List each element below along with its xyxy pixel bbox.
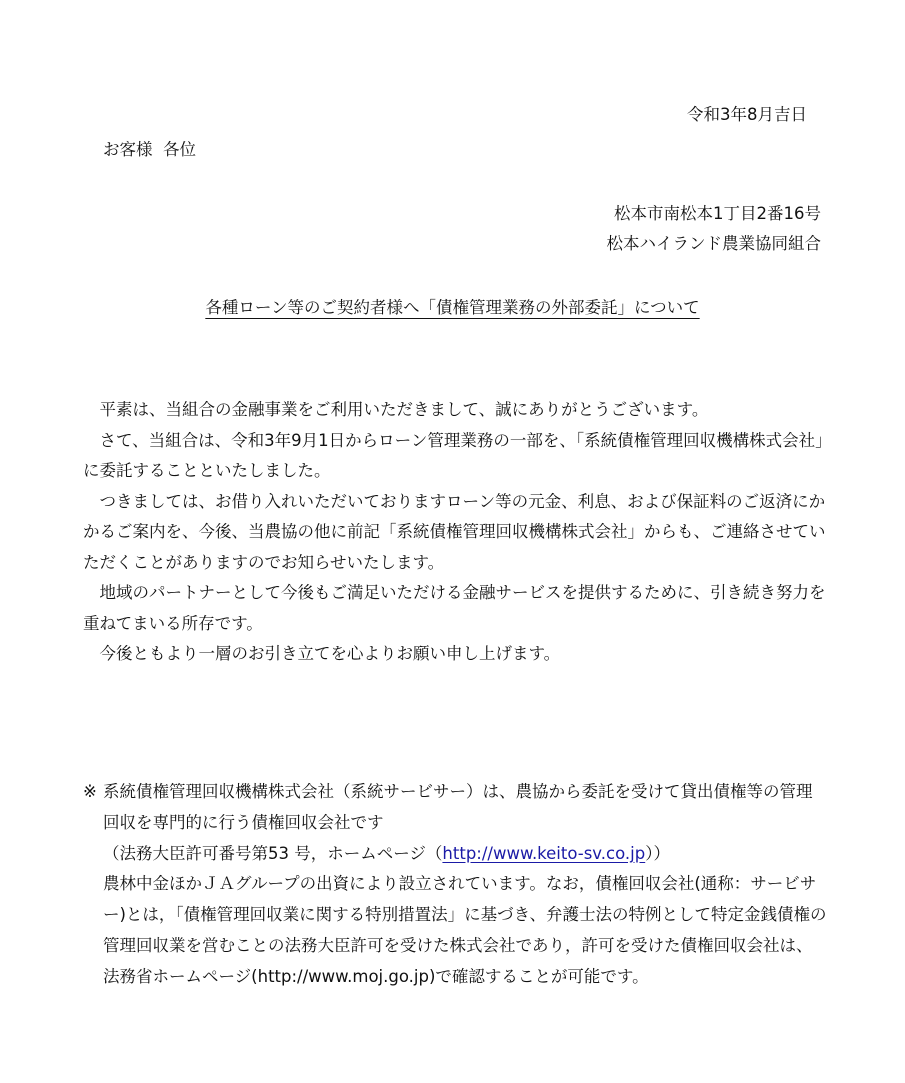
license-prefix: （法務大臣許可番号第53 号，ホームページ（ [103, 843, 443, 863]
document-title [0, 298, 905, 318]
document-title-text: 各種ローン等のご契約者様へ「債権管理業務の外部委託」について [205, 298, 700, 317]
body-paragraph-announcement: さて、当組合は、令和3年9月1日からローン管理業務の一部を、「系統債権管理回収機構株式会社」に委託することといたしました。 [83, 430, 824, 480]
document-date: 令和3年8月吉日 [687, 105, 807, 124]
license-suffix: ）） [645, 843, 670, 863]
footnote [83, 777, 828, 993]
note-mark: ※ [83, 782, 97, 801]
footnote-servicer-explanation: 農林中金ほかＪＡグループの出資により設立されています。なお，債権回収会社(通称：サービサー)とは，「債権管理回収業に関する特別措置法」に基づき、弁護士法の特例として特定金銭債権の管理回収業を営むことの法務大臣許可を受けた株式会社であり，許可を受けた債権回収会社は、法務省ホームページ(http://www.moj.go.jp)で確認することが可能です。 [103, 874, 827, 986]
body-paragraph-details: つきましては、お借り入れいただいておりますローン等の元金、利息、および保証料のご返済にかかるご案内を、今後、当農協の他に前記「系統債権管理回収機構株式会社」からも、ご連絡させていただくことがありますのでお知らせいたします。 [83, 491, 826, 572]
body-paragraph-greeting: 平素は、当組合の金融事業をご利用いただきまして、誠にありがとうございます。 [99, 400, 709, 419]
footnote-license [103, 839, 828, 870]
sender-organization: 松本ハイランド農業協同組合 [606, 234, 821, 253]
body-paragraph-commitment: 地域のパートナーとして今後もご満足いただける金融サービスを提供するために、引き続き努力を重ねてまいる所存です。 [83, 583, 826, 633]
recipient-line: お客様 各位 [103, 140, 196, 159]
body-paragraph-closing: 今後ともより一層のお引き立てを心よりお願い申し上げます。 [99, 644, 561, 663]
letter-body [83, 395, 828, 670]
footnote-description: 系統債権管理回収機構株式会社（系統サービサー）は、農協から委託を受けて貸出債権等の管理回収を専門的に行う債権回収会社です [103, 782, 813, 832]
sender-address: 松本市南松本1丁目2番16号 [614, 204, 821, 223]
footnote-content [83, 777, 828, 993]
homepage-link[interactable]: http://www.keito-sv.co.jp [442, 843, 646, 863]
